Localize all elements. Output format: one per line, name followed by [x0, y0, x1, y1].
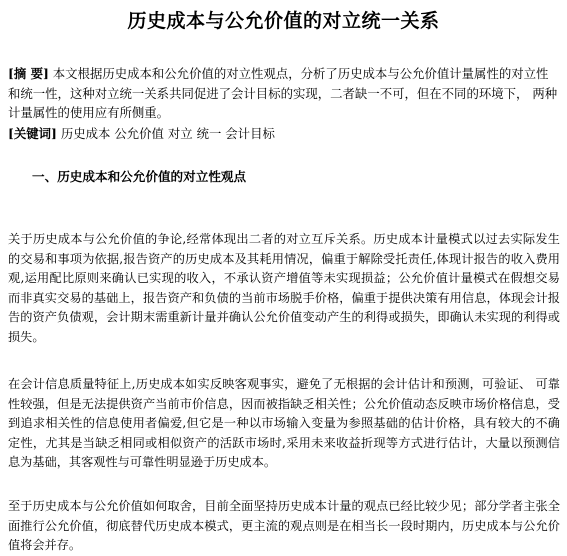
- section-heading: 一、历史成本和公允价值的对立性观点: [32, 169, 247, 184]
- abstract: [8, 64, 560, 123]
- abstract-label: [摘 要]: [8, 66, 49, 81]
- body-paragraph: 至于历史成本与公允价值如何取舍，目前全面坚持历史成本计量的观点已经比较少见；部分学者主张全面推行公允价值，彻底替代历史成本模式，更主流的观点则是在相当长一段时期内，历史成本与公允价值将会并存。: [8, 499, 560, 552]
- keywords: [8, 124, 560, 143]
- abstract-text: 本文根据历史成本和公允价值的对立性观点，分析了历史成本与公允价值计量属性的对立性和统一性，这种对立统一关系共同促进了会计目标的实现，二者缺一不可，但在不同的环境下， 两种计量属性的使用应有所侧重。: [8, 66, 558, 120]
- body-paragraph: 在会计信息质量特征上,历史成本如实反映客观事实，避免了无根据的会计估计和预测，可验证、 可靠性较强，但是无法提供资产当前市价信息，因而被指缺乏相关性；公允价值动态反映市场价格信息，受到追求相关性的信息使用者偏爱,但它是一种以市场输入变量为参照基础的估计价格，具有较大的不确定性，尤其是当缺乏相同或相似资产的活跃市场时,采用未来收益折现等方式进行估计，大量以预测信息为基础，其客观性与可靠性明显逊于历史成本。: [8, 377, 560, 469]
- keywords-label: [关键词]: [8, 126, 57, 141]
- keywords-text: 历史成本 公允价值 对立 统一 会计目标: [56, 126, 275, 141]
- body-paragraph: 关于历史成本与公允价值的争论,经常体现出二者的对立互斥关系。历史成本计量模式以过去实际发生的交易和事项为依据,报告资产的历史成本及其耗用情况，偏重于解除受托责任,体现计报告的收入费用观,运用配比原则来确认已实现的收入，不承认资产增值等未实现损益；公允价值计量模式在假想交易而非真实交易的基础上，报告资产和负债的当前市场脱手价格，偏重于提供决策有用信息，体现会计报告的资产负债观，会计期末需重新计量并确认公允价值变动产生的利得或损失，即确认未实现的利得或损失。: [8, 232, 560, 344]
- document-title: 历史成本与公允价值的对立统一关系: [127, 10, 440, 32]
